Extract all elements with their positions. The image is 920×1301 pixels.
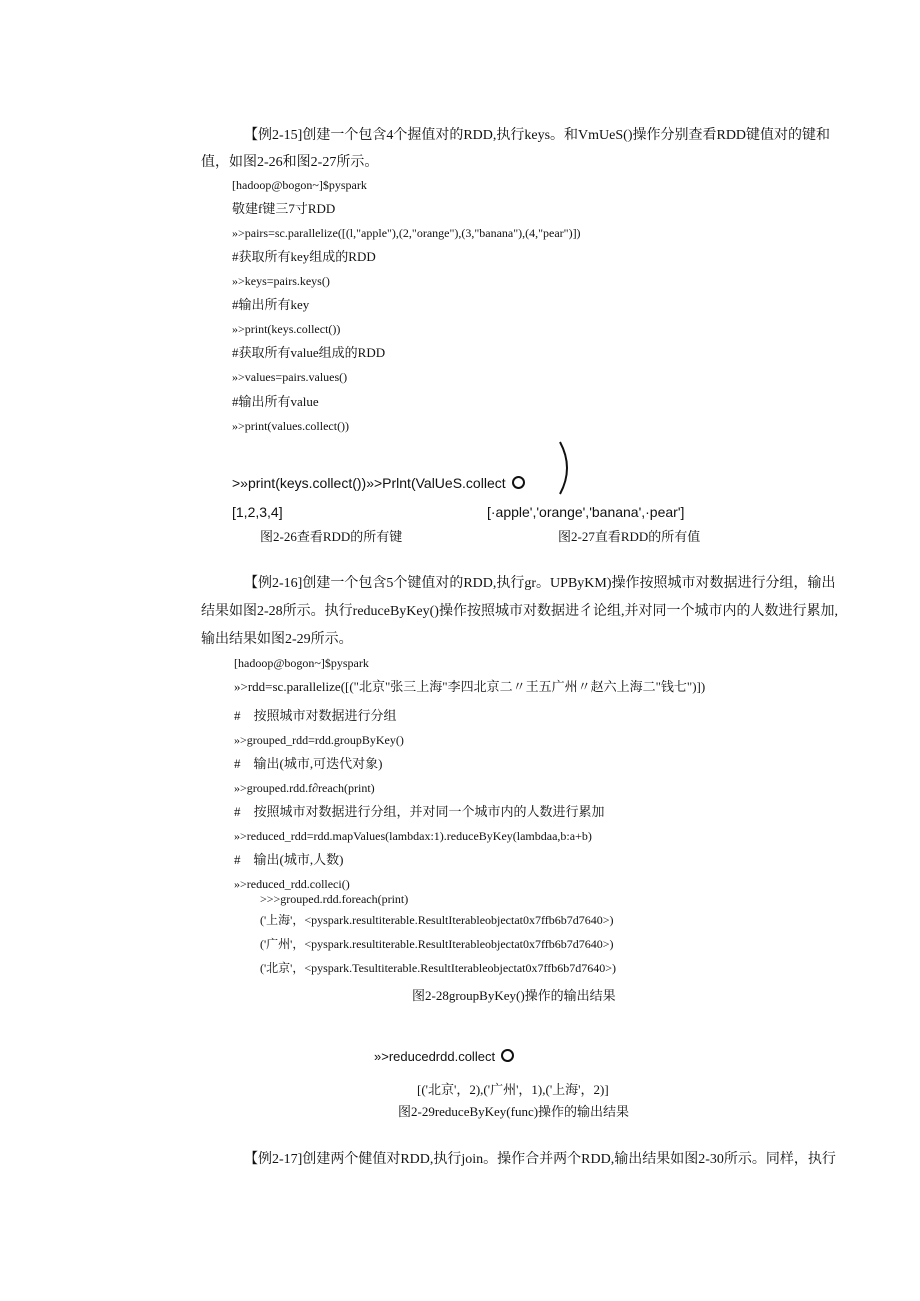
- code-line: »>values=pairs.values(): [232, 370, 348, 384]
- reduce-output: [('北京'，2),('广州'，1),('上海'，2)]: [417, 1082, 609, 1097]
- example-2-16-intro-line2: 结果如图2-28所示。执行reduceByKey()操作按照城市对数据进彳论组,并对同一个城市内的人数进行累加,: [201, 604, 838, 619]
- print-collect-line: [232, 474, 525, 492]
- example-2-15-intro-line2: 值，如图2-26和图2-27所示。: [201, 155, 379, 170]
- print-collect-text: >»print(keys.collect())»>Prlnt(ValUeS.collect: [232, 475, 506, 491]
- code-line: »>reduced_rdd.colleci(): [234, 877, 350, 891]
- code-line: »>keys=pairs.keys(): [232, 274, 330, 288]
- figure-caption-2-26: 图2-26查看RDD的所有键: [260, 529, 403, 544]
- example-2-16-intro-line1: 【例2-16]创建一个包含5个键值对的RDD,执行gr。UPByKM)操作按照城市对数据进行分组，输出: [244, 576, 836, 591]
- example-2-16-intro-line3: 输出结果如图2-29所示。: [201, 632, 353, 647]
- code-comment: 敬建f键三7寸RDD: [232, 201, 336, 216]
- example-2-15-intro-line1: 【例2-15]创建一个包含4个握值对的RDD,执行keys。和VmUeS()操作分别查看RDD键值对的键和: [244, 128, 831, 143]
- figure-caption-2-27: 图2-27直看RDD的所有值: [558, 529, 701, 544]
- code-comment: # 输出(城市,可迭代对象): [234, 756, 383, 771]
- code-comment: #输出所有key: [232, 297, 310, 312]
- foreach-output-row: ('北京'，<pyspark.Tesultiterable.ResultIterableobjectat0x7ffb6b7d7640>): [260, 961, 617, 975]
- code-comment: #获取所有value组成的RDD: [232, 345, 386, 360]
- code-line: [hadoop@bogon~]$pyspark: [234, 656, 369, 670]
- keys-output: [1,2,3,4]: [232, 504, 283, 520]
- reduce-collect-text: »>reducedrdd.collect: [374, 1049, 496, 1064]
- figure-caption-2-29: 图2-29reduceByKey(func)操作的输出结果: [398, 1104, 630, 1119]
- reduce-collect-line: [374, 1048, 514, 1066]
- circle-icon: [501, 1049, 514, 1062]
- foreach-line: >>>grouped.rdd.foreach(print): [260, 892, 409, 906]
- foreach-output-row: ('广州'，<pyspark.resultiterable.ResultIterableobjectat0x7ffb6b7d7640>): [260, 937, 614, 951]
- code-line: »>rdd=sc.parallelize([("北京"张三上海"李四北京二〃王五广州〃赵六上海二"钱七")]): [234, 679, 706, 694]
- code-comment: # 按照城市对数据进行分组: [234, 708, 397, 723]
- code-line: »>grouped_rdd=rdd.groupByKey(): [234, 733, 404, 747]
- code-comment: #获取所有key组成的RDD: [232, 249, 376, 264]
- code-line: [hadoop@bogon~]$pyspark: [232, 178, 367, 192]
- code-line: »>print(values.collect()): [232, 419, 350, 433]
- code-line: »>grouped.rdd.f∂reach(print): [234, 781, 375, 795]
- code-comment: # 输出(城市,人数): [234, 852, 344, 867]
- code-line: »>print(keys.collect()): [232, 322, 341, 336]
- code-comment: # 按照城市对数据进行分组，并对同一个城市内的人数进行累加: [234, 804, 605, 819]
- code-line: »>reduced_rdd=rdd.mapValues(lambdax:1).reduceByKey(lambdaa,b:a+b): [234, 829, 592, 843]
- example-2-17-intro-line1: 【例2-17]创建两个健值对RDD,执行join。操作合并两个RDD,输出结果如图2-30所示。同样，执行: [244, 1152, 836, 1167]
- figure-caption-2-28: 图2-28groupByKey()操作的输出结果: [412, 988, 616, 1003]
- code-line: »>pairs=sc.parallelize([(l,"apple"),(2,"orange"),(3,"banana"),(4,"pear")]): [232, 226, 581, 240]
- circle-icon: [512, 476, 525, 489]
- values-output: [·apple','orange','banana',·pear']: [487, 504, 685, 520]
- code-comment: #输出所有value: [232, 394, 319, 409]
- right-parenthesis-icon: [556, 440, 576, 496]
- foreach-output-row: ('上海'，<pyspark.resultiterable.ResultIterableobjectat0x7ffb6b7d7640>): [260, 913, 614, 927]
